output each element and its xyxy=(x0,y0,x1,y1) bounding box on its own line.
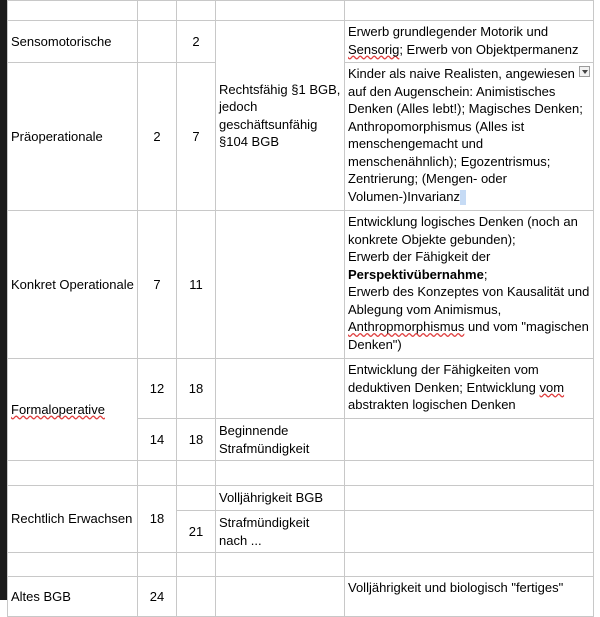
age-from-cell[interactable]: 2 xyxy=(138,63,177,211)
legal-cell-strafmuendigkeit[interactable]: Beginnende Strafmündigkeit xyxy=(216,419,345,461)
grid-cell[interactable] xyxy=(345,511,594,553)
spreadsheet-grid xyxy=(7,0,594,617)
description-text: Entwicklung der Fähigkeiten vom deduktiven Denken; Entwicklung xyxy=(348,362,540,395)
grid-cell[interactable] xyxy=(216,211,345,359)
stage-cell-erwachsen[interactable]: Rechtlich Erwachsen xyxy=(8,486,138,553)
table-row xyxy=(8,21,594,63)
stage-cell-formal[interactable] xyxy=(8,359,138,461)
legal-cell-strafmuendigkeit-nach[interactable]: Strafmündigkeit nach ... xyxy=(216,511,345,553)
description-cell-konkret[interactable] xyxy=(345,211,594,359)
misspelled-word: Formaloperative xyxy=(11,401,105,417)
age-to-cell[interactable]: 2 xyxy=(177,21,216,63)
table-row xyxy=(8,486,594,511)
description-text: ; Erwerb von Objektpermanenz xyxy=(399,41,579,57)
grid-cell[interactable] xyxy=(138,21,177,63)
description-text: ; xyxy=(483,266,488,282)
description-cell-sensomotorische[interactable] xyxy=(345,21,594,63)
stage-cell-sensomotorische[interactable]: Sensomotorische xyxy=(8,21,138,63)
grid-cell[interactable] xyxy=(345,1,594,21)
age-to-cell[interactable]: 21 xyxy=(177,511,216,553)
grid-cell[interactable] xyxy=(177,577,216,617)
description-text: Erwerb der Fähigkeit der xyxy=(348,249,491,264)
table-row xyxy=(8,359,594,419)
grid-cell[interactable] xyxy=(216,577,345,617)
grid-cell[interactable] xyxy=(177,1,216,21)
grid-cell[interactable] xyxy=(8,553,138,577)
stage-cell-konkret[interactable]: Konkret Operationale xyxy=(8,211,138,359)
table-row xyxy=(8,211,594,359)
grid-cell[interactable] xyxy=(138,461,177,486)
legal-cell-rechtsfaehig[interactable]: Rechtsfähig §1 BGB, jedoch geschäftsunfähig §104 BGB xyxy=(216,21,345,211)
age-to-cell[interactable]: 11 xyxy=(177,211,216,359)
age-from-cell[interactable]: 7 xyxy=(138,211,177,359)
stage-cell-praeoperationale[interactable]: Präoperationale xyxy=(8,63,138,211)
sheet-left-border xyxy=(0,0,7,600)
grid-cell[interactable] xyxy=(138,1,177,21)
stage-cell-altes-bgb[interactable]: Altes BGB xyxy=(8,577,138,617)
age-from-cell[interactable]: 14 xyxy=(138,419,177,461)
misspelled-word: Sensorig xyxy=(348,41,400,57)
grid-cell[interactable] xyxy=(177,486,216,511)
grid-cell[interactable] xyxy=(216,359,345,419)
description-cell-formal[interactable] xyxy=(345,359,594,419)
description-text: Erwerb grundlegender Motorik und xyxy=(348,24,549,39)
age-from-cell[interactable]: 24 xyxy=(138,577,177,617)
grid-cell[interactable] xyxy=(216,1,345,21)
age-from-cell[interactable]: 12 xyxy=(138,359,177,419)
age-to-cell[interactable]: 18 xyxy=(177,419,216,461)
grid-cell[interactable] xyxy=(216,553,345,577)
grid-cell[interactable] xyxy=(8,1,138,21)
description-text: Entwicklung logisches Denken (noch an konkrete Objekte gebunden); xyxy=(348,214,578,247)
grid-cell[interactable] xyxy=(345,461,594,486)
description-text: abstrakten logischen Denken xyxy=(348,397,516,412)
grid-cell[interactable] xyxy=(345,553,594,577)
grid-cell[interactable] xyxy=(345,419,594,461)
legal-cell-volljaehrigkeit[interactable]: Volljährigkeit BGB xyxy=(216,486,345,511)
description-text: Kinder als naive Realisten, angewiesen auf den Augenschein: Animistisches Denken (Alles lebt!); Magisches Denken; Anthropomorphismus (Alles ist menschengemacht und menschenähnlich); Egozentrismus; Zentrierung; (Mengen- oder Volumen-)Invarianz xyxy=(348,66,583,204)
grid-cell[interactable] xyxy=(138,553,177,577)
text-selection-caret xyxy=(460,190,466,205)
bold-term: Perspektivübernahme xyxy=(348,266,484,282)
description-text: Erwerb des Konzeptes von Kausalität und Ablegung vom Animismus, xyxy=(348,284,590,317)
description-text: und vom "magischen Denken") xyxy=(348,319,589,352)
table-row xyxy=(8,1,594,21)
age-to-cell[interactable]: 18 xyxy=(177,359,216,419)
table-row xyxy=(8,553,594,577)
age-to-cell[interactable]: 7 xyxy=(177,63,216,211)
grid-cell[interactable] xyxy=(216,461,345,486)
grid-cell[interactable] xyxy=(8,461,138,486)
dropdown-arrow-icon[interactable] xyxy=(579,66,590,77)
grid-cell[interactable] xyxy=(177,461,216,486)
description-cell-altes-bgb[interactable]: Volljährigkeit und biologisch "fertiges" xyxy=(345,577,594,617)
misspelled-word: vom xyxy=(539,379,565,395)
grid-cell[interactable] xyxy=(177,553,216,577)
misspelled-word: Anthropmorphismus xyxy=(348,319,465,334)
age-from-cell[interactable]: 18 xyxy=(138,486,177,553)
description-cell-praeoperationale[interactable] xyxy=(345,63,594,211)
table-row xyxy=(8,461,594,486)
table-row xyxy=(8,577,594,617)
grid-cell[interactable] xyxy=(345,486,594,511)
